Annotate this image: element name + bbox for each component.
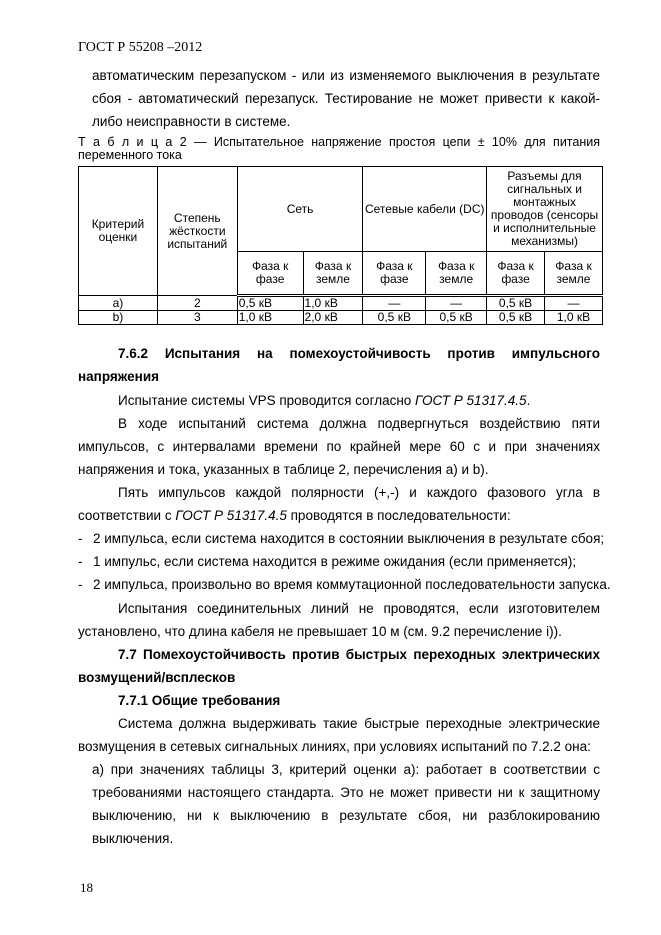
list-item-text: 2 импульса, произвольно во время коммутационной последовательности запуска. [93,577,611,592]
standard-reference: ГОСТ Р 51317.4.5 [415,393,527,408]
paragraph-line [78,504,511,527]
list-dash: - [78,531,83,546]
list-item [78,573,83,596]
list-item [78,550,83,573]
header-severity: Степень жёсткости испытаний [157,167,237,296]
list-item-text: 1 импульс, если система находится в режиме ожидания (если применяется); [93,554,577,569]
section-heading: 7.7 Помехоустойчивость против быстрых переходных электрических [118,647,600,662]
table-cell: 2 [157,296,237,311]
paragraph-line: импульсов, с интервалами времени по крайней мере 60 с и при значениях [78,439,600,454]
list-dash: - [78,554,83,569]
header-criterion: Критерий оценки [79,167,158,296]
table-cell: 1,0 кВ [545,311,603,325]
list-item [78,527,83,550]
header-phase-to-ground: Фаза к земле [426,252,487,296]
paragraph-line: a) при значениях таблицы 3, критерий оценки a): работает в соответствии с [92,762,600,777]
section-heading: возмущений/всплесков [78,670,236,685]
table-cell: b) [79,311,158,325]
paragraph-line: Пять импульсов каждой полярности (+,-) и каждого фазового угла в [118,485,600,500]
paragraph [118,389,530,412]
header-phase-to-phase: Фаза к фазе [363,252,426,296]
table-cell: 3 [157,311,237,325]
paragraph-line: возмущения в сетевых сигнальных линиях, при условиях испытаний по 7.2.2 она: [78,739,591,754]
list-dash: - [78,577,83,592]
header-phase-to-ground: Фаза к земле [545,252,603,296]
intro-line: либо неисправности в системе. [92,114,291,129]
header-network: Сеть [237,167,363,252]
paragraph-text: проводятся в последовательности: [286,508,511,523]
header-connectors: Разъемы для сигнальных и монтажных проводов (сенсоры и исполнительные механизмы) [487,167,603,252]
table-cell: — [545,296,603,311]
intro-line: автоматическим перезапуском - или из изменяемого выключения в результате [92,68,600,83]
table-row [79,296,603,311]
header-phase-to-phase: Фаза к фазе [487,252,545,296]
table-caption-line: Т а б л и ц а 2 — Испытательное напряжение простоя цепи ± 10% для питания [78,135,600,149]
table-cell: — [363,296,426,311]
paragraph-text: Испытание системы VPS проводится согласно [118,393,416,408]
table-cell: 0,5 кВ [426,311,487,325]
list-item-text: 2 импульса, если система находится в состоянии выключения в результате сбоя; [93,531,605,546]
table-cell: 0,5 кВ [363,311,426,325]
table-caption [78,136,600,162]
paragraph-line: Испытания соединительных линий не проводятся, если изготовителем [118,601,600,616]
header-cables: Сетевые кабели (DC) [363,167,487,252]
table-cell: 1,0 кВ [237,311,303,325]
test-voltage-table [78,166,603,325]
paragraph-line: выключения. [92,831,174,846]
paragraph-line: Система должна выдерживать такие быстрые переходные электрические [118,716,600,731]
paragraph-line: В ходе испытаний система должна подвергнуться воздействию пяти [118,416,600,431]
paragraph-text: соответствии с [78,508,176,523]
section-heading: напряжения [78,369,159,384]
standard-reference: ГОСТ Р 51317.4.5 [175,508,287,523]
paragraph-line: установлено, что длина кабеля не превышает 10 м (см. 9.2 перечисление i)). [78,624,562,639]
section-heading: 7.6.2 Испытания на помехоустойчивость против импульсного [118,346,600,361]
table-cell: 1,0 кВ [303,296,363,311]
page-number: 18 [80,880,93,895]
intro-line: сбоя - автоматический перезапуск. Тестирование не может привести к какой- [92,91,600,106]
paragraph-text: . [526,393,531,408]
paragraph-line: требованиями настоящего стандарта. Это не может привести ни к защитному [92,785,600,800]
header-phase-to-phase: Фаза к фазе [237,252,303,296]
paragraph-line: выключению, ни к выключению в результате сбоя, ни разблокированию [92,808,600,823]
subsection-heading: 7.7.1 Общие требования [118,693,281,708]
table-cell: 0,5 кВ [237,296,303,311]
table-cell: 2,0 кВ [303,311,363,325]
table-cell: — [426,296,487,311]
table-row [79,311,603,325]
table-cell: 0,5 кВ [487,311,545,325]
table-cell: a) [79,296,158,311]
table-cell: 0,5 кВ [487,296,545,311]
table-caption-line: переменного тока [78,148,182,162]
paragraph-line: напряжения и тока, указанных в таблице 2, перечисления a) и b). [78,462,489,477]
header-phase-to-ground: Фаза к земле [303,252,363,296]
document-header: ГОСТ Р 55208 –2012 [78,40,203,55]
